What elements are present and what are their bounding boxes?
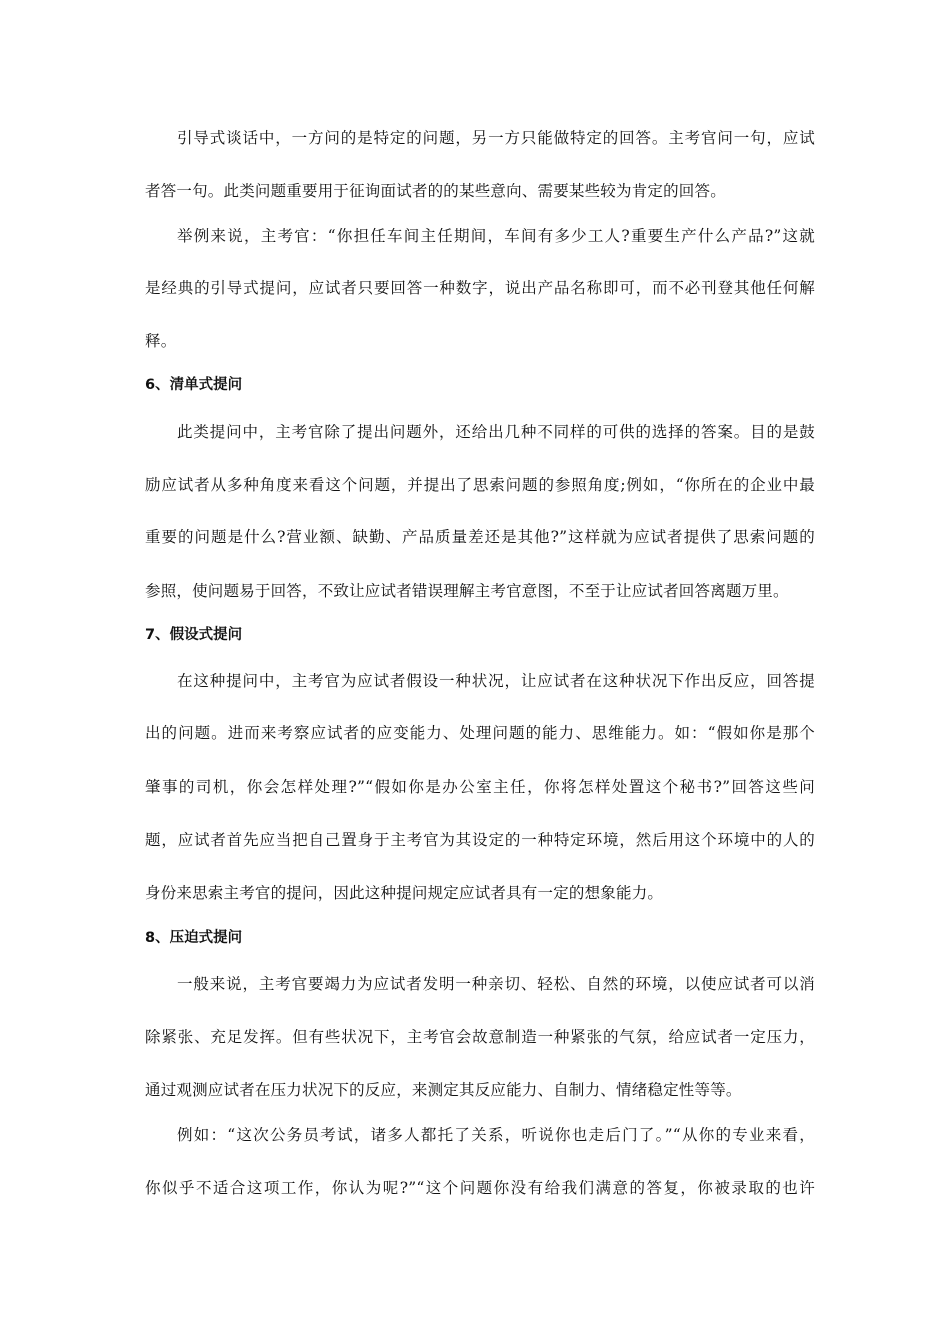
paragraph-line: 通过观测应试者在压力状况下的反应，来测定其反应能力、自制力、情绪稳定性等等。: [145, 1081, 742, 1099]
paragraph-line: 你似乎不适合这项工作，你认为呢?”“这个问题你没有给我们满意的答复，你被录取的也许: [145, 1179, 815, 1197]
section-heading-8: 8、压迫式提问: [145, 930, 243, 946]
paragraph-line: 除紧张、充足发挥。但有些状况下，主考官会故意制造一种紧张的气氛，给应试者一定压力，: [145, 1028, 815, 1046]
section-heading-7: 7、假设式提问: [145, 627, 243, 643]
paragraph-line: 是经典的引导式提问，应试者只要回答一种数字，说出产品名称即可，而不必刊登其他任何解: [145, 279, 815, 297]
paragraph-line: 出的问题。进而来考察应试者的应变能力、处理问题的能力、思维能力。如：“假如你是那个: [145, 724, 815, 742]
paragraph-line: 此类提问中，主考官除了提出问题外，还给出几种不同样的可供的选择的答案。目的是鼓: [177, 423, 815, 441]
paragraph-line: 励应试者从多种角度来看这个问题，并提出了思索问题的参照角度;例如，“你所在的企业中最: [145, 476, 815, 494]
paragraph-line: 重要的问题是什么?营业额、缺勤、产品质量差还是其他?”这样就为应试者提供了思索问题的: [145, 528, 815, 546]
paragraph-line: 一般来说，主考官要竭力为应试者发明一种亲切、轻松、自然的环境，以使应试者可以消: [177, 975, 815, 993]
paragraph-line: 引导式谈话中，一方问的是特定的问题，另一方只能做特定的回答。主考官问一句，应试: [177, 129, 815, 147]
section-heading-6: 6、清单式提问: [145, 377, 243, 393]
paragraph-line: 肇事的司机，你会怎样处理?”“假如你是办公室主任，你将怎样处置这个秘书?”回答这些问: [145, 778, 815, 796]
paragraph-line: 者答一句。此类问题重要用于征询面试者的的某些意向、需要某些较为肯定的回答。: [145, 182, 726, 200]
paragraph-line: 释。: [145, 332, 177, 350]
paragraph-line: 参照，使问题易于回答，不致让应试者错误理解主考官意图，不至于让应试者回答离题万里。: [145, 582, 789, 600]
paragraph-line: 例如：“这次公务员考试，诸多人都托了关系，听说你也走后门了。”“从你的专业来看，: [177, 1126, 815, 1144]
paragraph-line: 在这种提问中，主考官为应试者假设一种状况，让应试者在这种状况下作出反应，回答提: [177, 672, 815, 690]
paragraph-line: 身份来思索主考官的提问，因此这种提问规定应试者具有一定的想象能力。: [145, 884, 664, 902]
paragraph-line: 举例来说，主考官：“你担任车间主任期间，车间有多少工人?重要生产什么产品?”这就: [177, 227, 815, 245]
paragraph-line: 题，应试者首先应当把自己置身于主考官为其设定的一种特定环境，然后用这个环境中的人的: [145, 831, 815, 849]
